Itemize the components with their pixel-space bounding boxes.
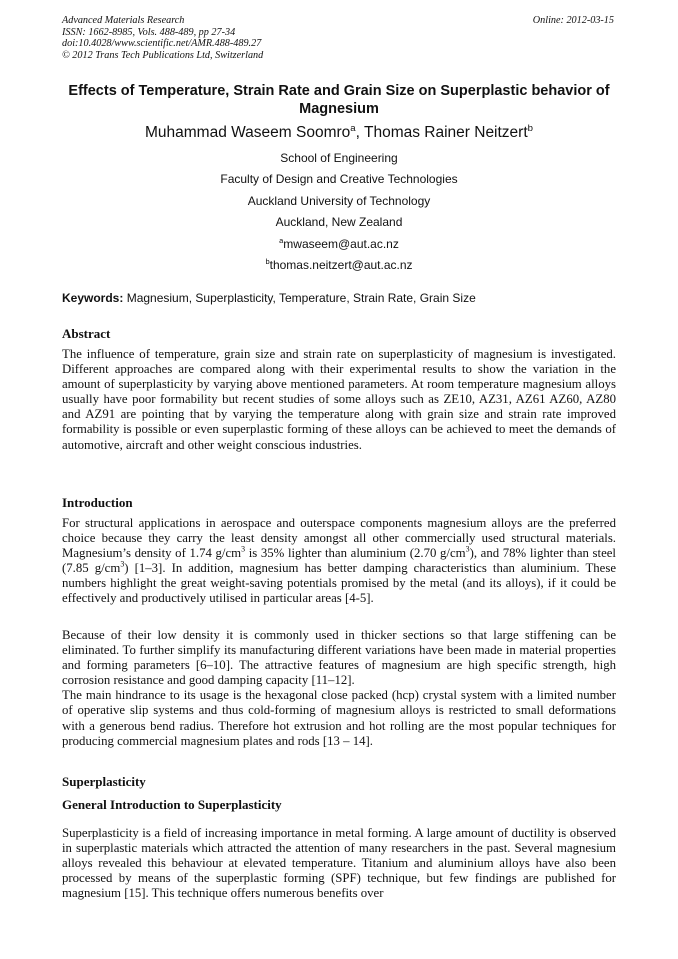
author-separator: , xyxy=(355,124,364,141)
author-name: Muhammad Waseem Soomro xyxy=(144,124,351,141)
email-superscript: a xyxy=(279,235,284,245)
keywords-line xyxy=(62,291,616,305)
doi-line: doi:10.4028/www.scientific.net/AMR.488-489.27 xyxy=(62,38,262,50)
superplasticity-heading: Superplasticity xyxy=(62,774,146,789)
superscript: 3 xyxy=(241,544,246,554)
email-link[interactable]: mwaseem@aut.ac.nz xyxy=(283,236,399,251)
paragraph-text: is 35% lighter than aluminium (2.70 g/cm xyxy=(245,546,466,561)
journal-header xyxy=(62,15,263,61)
paragraph-text: ), and 78% lighter than steel (7.85 g/cm xyxy=(62,546,616,576)
superplasticity-paragraph: Superplasticity is a field of increasing importance in metal forming. A large amount of ductility is observed in superplastic materials which attracted the attention of many researchers in the past. Several magnesium alloys revealed this behaviour at elevated temperature. Titanium and aluminium alloys have also been processed by means of the superplastic forming (SPF) technique, but few findings are published for magnesium [15]. This technique offers numerous benefits over xyxy=(62,826,616,901)
email-line xyxy=(62,234,616,255)
author-superscript: b xyxy=(527,122,533,134)
author-list xyxy=(62,123,616,142)
affiliation-school: School of Engineering xyxy=(280,151,398,165)
paragraph-text: ) [1–3]. In addition, magnesium has better damping characteristics than aluminium. These numbers highlight the great weight-saving potentials promised by the metal (and its alloys), if it could be effectively and productively utilised in particular areas [4-5]. xyxy=(62,561,617,606)
introduction-paragraph xyxy=(62,516,616,607)
affiliation-faculty: Faculty of Design and Creative Technologies xyxy=(220,172,458,187)
affiliation-location: Auckland, New Zealand xyxy=(275,215,403,230)
superscript: 3 xyxy=(120,560,125,570)
abstract-heading: Abstract xyxy=(62,326,111,341)
email-superscript: b xyxy=(265,256,270,266)
journal-name: Advanced Materials Research xyxy=(62,15,185,26)
email-line xyxy=(62,255,616,276)
superplasticity-subheading: General Introduction to Superplasticity xyxy=(62,797,282,812)
paragraph-text: The main hindrance to its usage is the hexagonal close packed (hcp) crystal system with a limited number of operative slip systems and thus cold-forming of magnesium alloys is restricted to small deformations with a generous bend radius. Therefore hot extrusion and hot rolling are the most popular techniques for producing commercial magnesium plates and rods [13 – 14]. xyxy=(62,688,616,748)
superscript: 3 xyxy=(465,544,470,554)
introduction-paragraph xyxy=(62,628,616,749)
affiliation-university: Auckland University of Technology xyxy=(247,193,431,208)
email-link[interactable]: thomas.neitzert@aut.ac.nz xyxy=(269,257,413,272)
author-superscript: a xyxy=(350,122,356,134)
paragraph-text: For structural applications in aerospace and outerspace components magnesium alloys are the preferred choice because they carry the least density amongst all other commercially used structural materials. Magnesium’s density of 1.74 g/cm xyxy=(62,516,616,561)
author-name: Thomas Rainer Neitzert xyxy=(363,124,528,141)
abstract-paragraph: The influence of temperature, grain size and strain rate on superplasticity of magnesium is investigated. Different approaches are compared along with their experimental results to show the variation in the amount of superplasticity by varying above mentioned parameters. At room temperature magnesium alloys usually have poor formability but recent studies of some alloys such as ZE10, AZ31, AZ61 AZ60, AZ80 and AZ91 are pointing that by varying the temperature along with grain size and strain rate improved formability is possible or even superplastic forming of these alloys can be achieved to meet the demands of automotive, aircraft and other weight conscious industries. xyxy=(62,347,616,452)
keywords-text: Magnesium, Superplasticity, Temperature, Strain Rate, Grain Size xyxy=(123,291,476,305)
online-date: Online: 2012-03-15 xyxy=(532,15,614,26)
introduction-heading: Introduction xyxy=(62,495,133,510)
copyright-line: © 2012 Trans Tech Publications Ltd, Switzerland xyxy=(62,49,264,61)
paragraph-text: Because of their low density it is commonly used in thicker sections so that large stiffening can be eliminated. To further simplify its manufacturing different variations have been made in material properties and forming parameters [6–10]. The attractive features of magnesium are high specific strength, high corrosion resistance and good damping capacity [11–12]. xyxy=(62,628,616,688)
keywords-label: Keywords: xyxy=(62,291,124,305)
issn-line: ISSN: 1662-8985, Vols. 488-489, pp 27-34 xyxy=(62,26,236,38)
affiliation-block xyxy=(62,148,616,276)
paper-title: Effects of Temperature, Strain Rate and Grain Size on Superplastic behavior of Magnesium xyxy=(68,83,610,117)
